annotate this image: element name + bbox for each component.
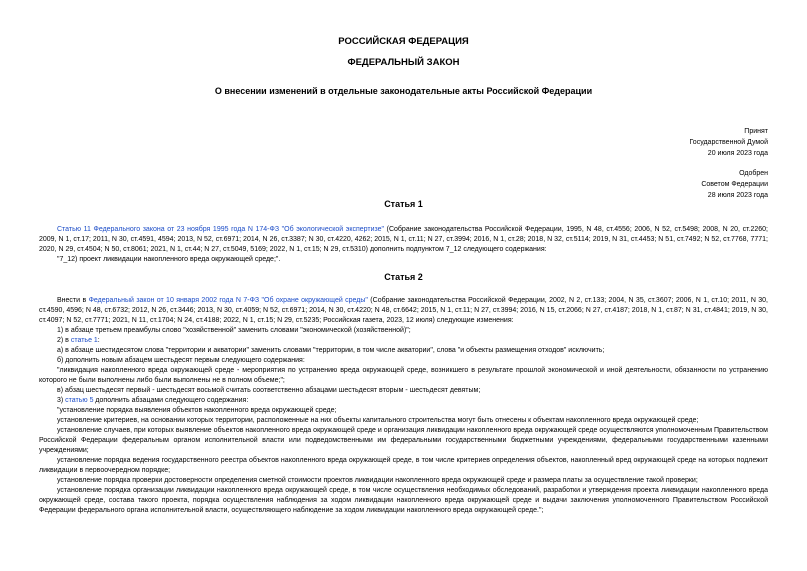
item-3 bbox=[39, 396, 768, 406]
approval-block bbox=[628, 168, 768, 201]
added-paragraph-5: установление порядка проверки достоверности определения сметной стоимости проектов ликвидации накопленного вреда окружающей среде и размера платы за осуществление такой проверки; bbox=[57, 477, 698, 484]
item-2-prefix: 2) в bbox=[57, 337, 71, 344]
adoption-block bbox=[628, 126, 768, 159]
item-2a: а) в абзаце шестидесятом слова "территории и акватории" заменить словами "территории, в том числе акватории", слова "и объекты размещения отходов" исключить; bbox=[57, 347, 605, 354]
item-3-suffix: дополнить абзацами следующего содержания: bbox=[93, 397, 249, 404]
adoption-line-1: Принят bbox=[744, 128, 768, 135]
law-title: О внесении изменений в отдельные законодательные акты Российской Федерации bbox=[214, 86, 593, 96]
article-1-paragraph-text: (Собрание законодательства Российской Федерации, 1995, N 48, ст.4556; 2006, N 52, ст.5498; 2008, N 20, ст.2260; 2009, N 1, ст.17; 2011, N 30, ст.4591, 4594; 2013, N 52, ст.6971; 2014, N 26, ст.3387; N 30, ст.4220, 4262; 2015, N 1, ст.11; N 27, ст.3994; 2016, N 1, ст.28; 2018, N 32, ст.5114; 2019, N 31, ст.4453; N 51, ст.7492; N 52, ст.7768, 7771; 2020, N 29, ст.4504; N 50, ст.8061; 2021, N 1, ст.44; N 27, ст.5049, 5169; 2022, N 1, ст.15; N 29, ст.5310) дополнить подпунктом 7_12 следующего содержания: bbox=[39, 226, 768, 253]
added-paragraph-1: "установление порядка выявления объектов накопленного вреда окружающей среде; bbox=[57, 407, 337, 414]
article-1-insertion: "7_12) проект ликвидации накопленного вреда окружающей среде;". bbox=[57, 256, 281, 263]
approval-line-1: Одобрен bbox=[739, 170, 768, 177]
article-2-intro bbox=[39, 296, 768, 326]
country-heading: РОССИЙСКАЯ ФЕДЕРАЦИЯ bbox=[338, 36, 469, 47]
item-3-prefix: 3) bbox=[57, 397, 66, 404]
item-2c: в) абзац шестьдесят первый - шестьдесят восьмой считать соответственно абзацами шестьдесят вторым - шестьдесят девятым; bbox=[57, 387, 481, 394]
item-2 bbox=[39, 336, 768, 346]
article-2-intro-text: (Собрание законодательства Российской Федерации, 2002, N 2, ст.133; 2004, N 35, ст.3607; 2006, N 1, ст.10; 2011, N 30, ст.4590, 4596; N 48, ст.6732; 2012, N 26, ст.3446; 2013, N 30, ст.4059; N 52, ст.6971; 2014, N 30, ст.4220; N 48, ст.6642; 2015, N 1, ст.11; N 27, ст.3994; 2016, N 15, ст.2066; N 27, ст.4187; 2018, N 1, ст.87; N 31, ст.4841; 2019, N 30, ст.4097; N 52, ст.7771; 2021, N 11, ст.1704; N 24, ст.4188; 2022, N 1, ст.15; N 29, ст.5235; Российская газета, 2023, 12 июля) следующие изменения: bbox=[39, 297, 769, 324]
added-paragraph-6: установление порядка организации ликвидации накопленного вреда окружающей среде, в том числе осуществления необходимых обследований, разработки и утверждения проекта ликвидации накопленного вреда окружающей среде, состава такого проекта, порядка осуществления наблюдения за ходом ликвидации накопленного вреда окружающей среде и выдачи заключения уполномоченного Правительством Российской Федерации федерального органа исполнительной власти, осуществляющего наблюдение за ходом ликвидации накопленного вреда окружающей среде."; bbox=[39, 487, 768, 514]
article-1-link[interactable]: статье 1 bbox=[70, 337, 98, 344]
definition-quote: "ликвидация накопленного вреда окружающей среде - мероприятия по устранению вреда окружающей среде, возникшего в результате прошлой экономической и иной деятельности, обязанности по устранению которого не были выполнены либо были выполнены не в полном объеме;"; bbox=[39, 367, 768, 384]
added-paragraph-4: установление порядка ведения государственного реестра объектов накопленного вреда окружающей среде, в том числе критериев определения объектов, накопленный вред окружающей среде на которых подлежит ликвидации в первоочередном порядке; bbox=[39, 457, 768, 474]
article-1-body bbox=[39, 225, 768, 265]
environmental-protection-law-link[interactable]: Федеральный закон от 10 января 2002 года N 7-ФЗ "Об охране окружающей среды" bbox=[88, 297, 368, 304]
item-2-suffix: : bbox=[97, 337, 100, 344]
article-2-heading: Статья 2 bbox=[384, 272, 423, 282]
item-2b: б) дополнить новым абзацем шестьдесят первым следующего содержания: bbox=[57, 357, 305, 364]
added-paragraph-2: установление критериев, на основании которых территории, расположенные на них объекты капитального строительства могут быть отнесены к объектам накопленного вреда окружающей среде; bbox=[57, 417, 699, 424]
article-1-paragraph bbox=[39, 225, 768, 255]
ecological-expertise-law-link[interactable]: Статью 11 Федерального закона от 23 ноября 1995 года N 174-ФЗ "Об экологической экспертизе" bbox=[57, 226, 385, 233]
approval-date: 28 июля 2023 года bbox=[707, 192, 768, 199]
article-2-intro-prefix: Внести в bbox=[57, 297, 89, 304]
added-paragraph-3: установление случаев, при которых выявление объектов накопленного вреда окружающей среде и организация ликвидации накопленного вреда окружающей среде осуществляются уполномоченным Правительством Российской Федерации федеральным органом исполнительной власти или подведомственными им федеральными государственными бюджетными учреждениями, федеральными государственными казенными учреждениями; bbox=[39, 427, 768, 454]
document-type-heading: ФЕДЕРАЛЬНЫЙ ЗАКОН bbox=[347, 57, 460, 68]
article-5-link[interactable]: статью 5 bbox=[65, 397, 94, 404]
article-2-body bbox=[39, 296, 768, 516]
article-1-heading: Статья 1 bbox=[384, 199, 423, 209]
item-1: 1) в абзаце третьем преамбулы слово "хозяйственной" заменить словами "экономической (хозяйственной)"; bbox=[57, 327, 411, 334]
adoption-line-2: Государственной Думой bbox=[689, 139, 768, 146]
adoption-date: 20 июля 2023 года bbox=[707, 150, 768, 157]
approval-line-2: Советом Федерации bbox=[701, 181, 768, 188]
